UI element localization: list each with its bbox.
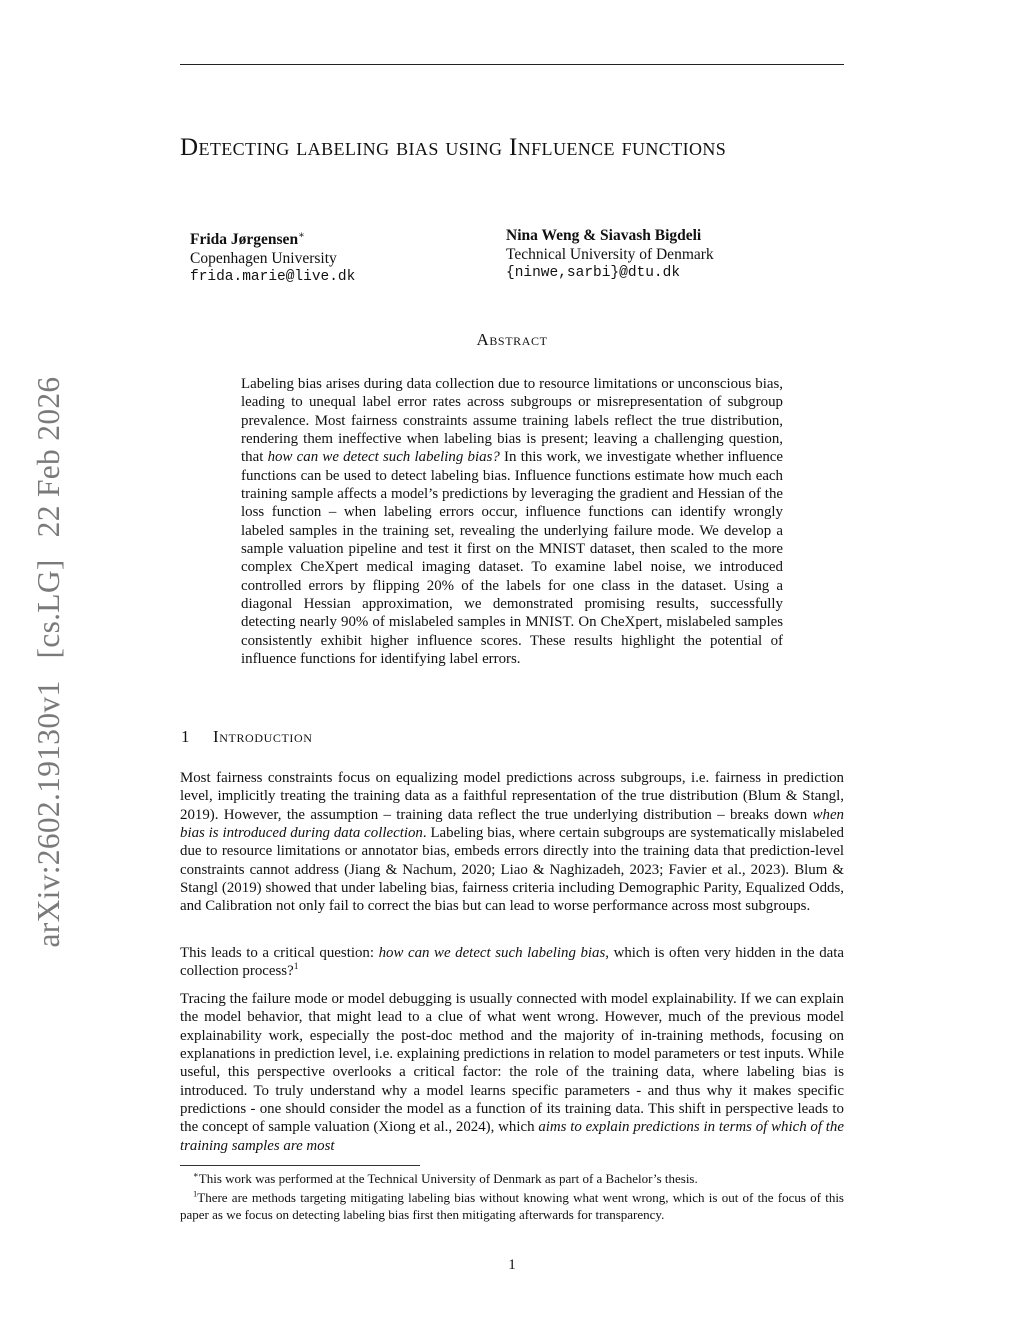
top-rule <box>180 64 844 65</box>
page-number: 1 <box>508 1257 516 1273</box>
abstract-heading: Abstract <box>476 330 548 349</box>
footnote-rule <box>180 1165 420 1166</box>
author-affiliation: Technical University of Denmark <box>506 245 714 263</box>
abstract-question: how can we detect such labeling bias? <box>267 449 500 466</box>
intro-paragraph-1: Most fairness constraints focus on equalizing model predictions across subgroups, i.e. fairness in prediction level, implicitly treating the training data as a faithful representation of the true distribution (Blum & Stangl, 2019). However, the assumption – training data reflect the true underlying distribution – breaks down when bias is introduced during data collection. Labeling bias, where certain subgroups are systematically mislabeled due to resource limitations or annotator bias, embeds errors directly into the training data that prediction-level constraints cannot address (Jiang & Nachum, 2020; Liao & Naghizadeh, 2023; Favier et al., 2023). Blum & Stangl (2019) showed that under labeling bias, fairness criteria including Demographic Parity, Equalized Odds, and Calibration not only fail to correct the bias but can lead to worse performance across most subgroups. <box>180 770 845 915</box>
author-name: Frida Jørgensen∗ <box>190 230 305 249</box>
intro-paragraph-3: Tracing the failure mode or model debugging is usually connected with model explainability. If we can explain the model behavior, that might lead to a clue of what went wrong. However, much of the previous model explainability work, especially the post-doc method and the majority of in-training methods, focusing on explanations in prediction level, i.e. explaining predictions in relation to model parameters or test inputs. While useful, this perspective overlooks a critical factor: the role of the training data, where labeling bias is introduced. To truly understand why a model learns specific parameters - and thus why it makes specific predictions - one should consider the model as a function of its training data. This shift in perspective leads to the concept of sample valuation (Xiong et al., 2024), which aims to explain predictions in terms of which of the training samples are most <box>180 991 844 1154</box>
author-name: Nina Weng & Siavash Bigdeli <box>506 227 702 244</box>
paper-title: Detecting labeling bias using Influence functions <box>180 134 727 161</box>
intro-paragraph-2: This leads to a critical question: how can we detect such labeling bias, which is often very hidden in the data collection process?$^1$ <box>180 945 845 980</box>
author-block-2 <box>506 227 714 283</box>
author-affiliation: Copenhagen University <box>190 249 337 267</box>
emphasis: how can we detect such labeling bias <box>378 945 606 961</box>
footnote-2: $^1$There are methods targeting mitigating labeling bias without knowing what went wrong, which is out of the focus of this paper as we focus on detecting labeling bias first then mitigating afterwards for transparency. <box>180 1188 844 1222</box>
author-email: frida.marie@live.dk <box>190 269 356 286</box>
arxiv-date: 22 Feb 2026 <box>31 376 66 538</box>
arxiv-stamp <box>31 377 67 948</box>
emphasis: aims to explain predictions in terms of which of the training samples are most <box>180 1119 844 1154</box>
arxiv-id[interactable]: arXiv:2602.19130v1 <box>31 680 66 948</box>
footnote-1: ∗This work was performed at the Technical University of Denmark as part of a Bachelor’s thesis. <box>193 1169 698 1186</box>
emphasis: when bias is introduced during data collection <box>180 806 844 842</box>
author-email: {ninwe,sarbi}@dtu.dk <box>506 265 681 281</box>
footnote-marker: ∗ <box>298 230 305 241</box>
footnote-marker: 1 <box>193 1188 198 1199</box>
section-number: 1 <box>181 727 191 746</box>
section-heading-introduction <box>181 727 313 747</box>
section-title: Introduction <box>213 727 313 746</box>
author-block-1 <box>190 227 355 287</box>
arxiv-category: [cs.LG] <box>31 559 66 659</box>
footnote-marker: ∗ <box>193 1169 199 1180</box>
footnote-ref[interactable]: 1 <box>293 962 299 973</box>
abstract-text: Labeling bias arises during data collection due to resource limitations or unconscious bias, leading to unequal label error rates across subgroups or misrepresentation of subgroup prevalence. Most fairness constraints assume training labels reflect the true distribution, rendering them ineffective when labeling bias is present; leaving a challenging question, that how can we detect such labeling bias? In this work, we investigate whether influence functions can be used to detect labeling bias. Influence functions estimate how much each training sample affects a model’s predictions by leveraging the gradient and Hessian of the loss function – when labeling errors occur, influence functions can identify wrongly labeled samples in the training set, revealing the underlying failure mode. We develop a sample valuation pipeline and test it first on the MNIST dataset, then scaled to the more complex CheXpert medical imaging dataset. To examine label noise, we introduced controlled errors by flipping 20% of the labels for one class in the dataset. Using a diagonal Hessian approximation, we demonstrated promising results, successfully detecting nearly 90% of mislabeled samples in MNIST. On CheXpert, mislabeled samples consistently exhibit higher influence scores. These results highlight the potential of influence functions for identifying label errors. <box>241 376 783 668</box>
